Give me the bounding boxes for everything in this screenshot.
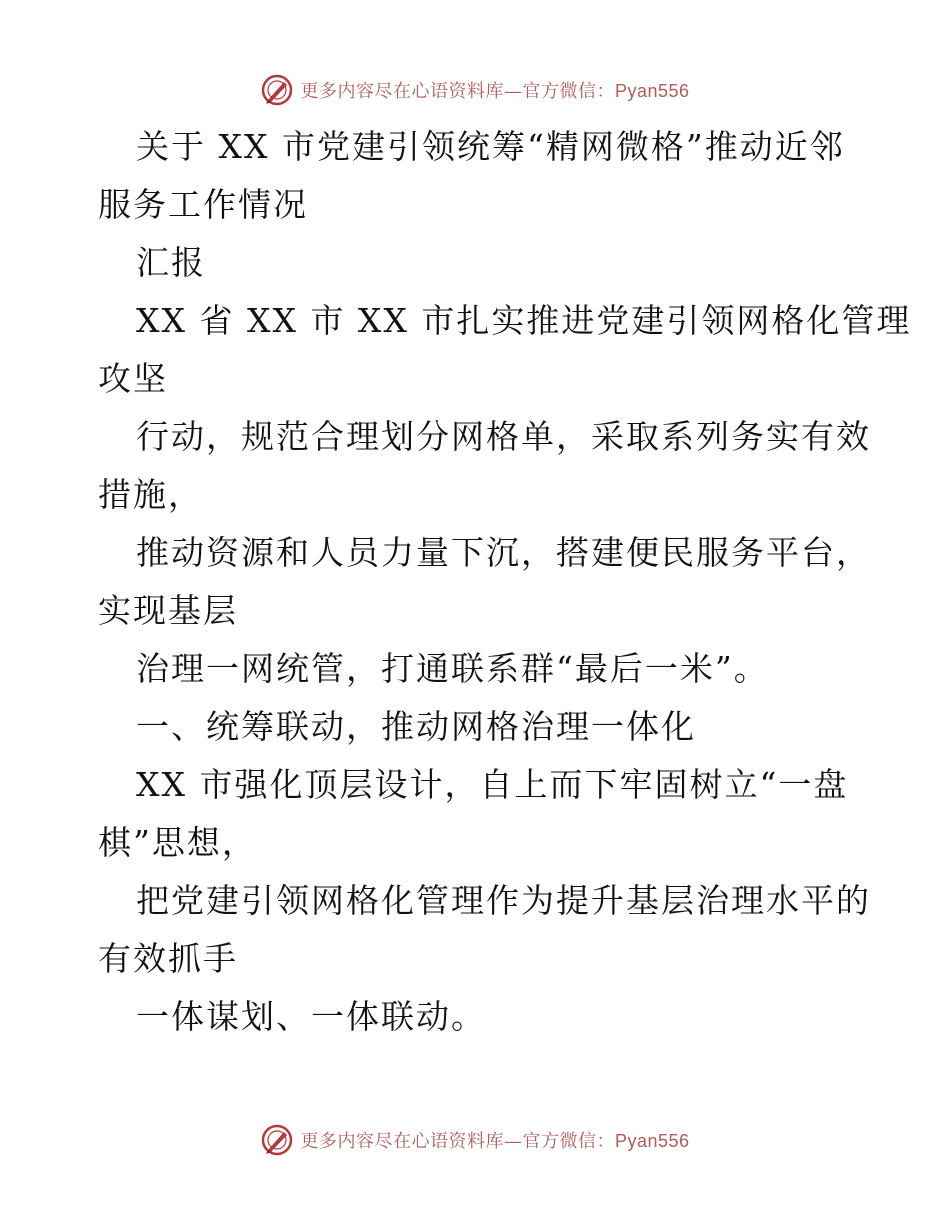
document-body	[98, 118, 912, 1046]
header-watermark	[0, 70, 950, 110]
paragraph-line: 棋”思想，	[98, 823, 257, 862]
paragraph-line: 有效抓手	[98, 939, 238, 978]
paragraph-line: 推动资源和人员力量下沉，搭建便民服务平台，	[136, 533, 871, 572]
paragraph-line: 治理一网统管，打通联系群“最后一米”。	[136, 649, 769, 688]
watermark-handle: Pyan556	[614, 81, 690, 101]
paragraph-line: 汇报	[136, 243, 206, 282]
paragraph-line: XX 市强化顶层设计，自上而下牢固树立“一盘	[136, 765, 849, 804]
paragraph-line: 把党建引领网格化管理作为提升基层治理水平的	[136, 881, 871, 920]
paragraph-line: XX 省 XX 市 XX 市扎实推进党建引领网格化管理	[136, 301, 912, 340]
paragraph-line: 一、统筹联动，推动网格治理一体化	[136, 707, 696, 746]
footer-watermark	[0, 1120, 950, 1160]
pen-logo-icon	[260, 73, 294, 107]
paragraph-line: 行动，规范合理划分网格单，采取系列务实有效	[136, 417, 871, 456]
paragraph-line: 关于 XX 市党建引领统筹“精网微格”推动近邻	[136, 127, 845, 166]
paragraph-line: 措施，	[98, 475, 203, 514]
watermark-handle: Pyan556	[614, 1131, 690, 1151]
paragraph-line: 攻坚	[98, 359, 168, 398]
watermark-text: 更多内容尽在心语资料库—官方微信：	[300, 81, 615, 102]
paragraph-line: 服务工作情况	[98, 185, 308, 224]
paragraph-line: 实现基层	[98, 591, 238, 630]
pen-logo-icon	[260, 1123, 294, 1157]
paragraph-line: 一体谋划、一体联动。	[136, 997, 486, 1036]
watermark-text: 更多内容尽在心语资料库—官方微信：	[300, 1131, 615, 1152]
